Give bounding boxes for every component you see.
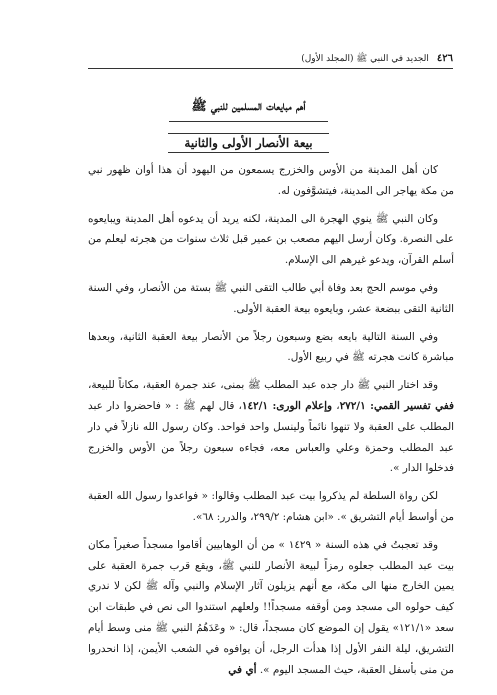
paragraph: كان أهل المدينة من الأوس والخزرج يسمعون من اليهود أن هذا أوان ظهور نبي من مكة يهاجر الى المدينة، فيتشوَّفون له. (88, 164, 454, 197)
paragraph-with-source (88, 375, 454, 479)
paragraph: وفي السنة التالية بايعه بضع وسبعون رجلاً من الأنصار بيعة العقبة الثانية، وبعدها مباشرة كانت هجرته ﷺ في ربيع الأول. (88, 330, 454, 364)
section-title: أهم مبايعات المسلمين للنبي ﷺ (169, 94, 327, 122)
section-title-container (0, 94, 497, 122)
subsection-title: بيعة الأنصار الأولى والثانية (168, 133, 328, 153)
paragraph: وكان النبي ﷺ ينوي الهجرة الى المدينة، لكنه يريد أن يدعوه أهل المدينة ويبايعوه على النصرة. وكان أرسل اليهم مصعب بن عمير قبل ثلاث سنوات من هجرته ليعلم من أسلم القرآن، ويدعو غيرهم الى الإسلام. (88, 212, 454, 267)
paragraph-text: وقد اختار النبي ﷺ دار جده عبد المطلب ﷺ بمنى، عند جمرة العقبة، مكاناً للبيعة، (88, 379, 438, 392)
page-number: ٤٢٦ (436, 53, 453, 64)
paragraph-text: وقد تعجبتُ في هذه السنة « ١٤٢٩ » من أن الوهابيين أقاموا مسجداً صغيراً مكان بيت عبد المطلب جعلوه رمزاً لبيعة الأنصار للنبي ﷺ، ويقع قرب جمرة العقبة على يمين الخارج منها الى مكة، مع أنهم يزيلون آثار الإسلام والنبي وآله ﷺ لكن لا ندري كيف حولوه الى مسجد ومن أوقفه مسجداً!! ولعلهم استندوا الى نص في طبقات ابن سعد «١٢١/١» يقول إن الموضع كان مسجداً، قال: « وعَدَهُمُ النبي ﷺ منى وسط أيام التشريق، ليلة النفر الأول إذا هدأت الرجل، أن يوافوه في الشعب الأيمن، إذا انحدروا من منى بأسفل العقبة، حيث المسجد اليوم ». (88, 538, 455, 676)
running-title: الجديد في النبي ﷺ (المجلد الأول) (301, 54, 429, 64)
body-text (88, 160, 454, 687)
source-citation: وإعلام الورى: ١٤٢/١ (241, 399, 333, 412)
paragraph: وفي موسم الحج بعد وفاة أبي طالب التقى النبي ﷺ بستة من الأنصار، وفي السنة الثانية التقى ببضعة عشر، وبايعوه بيعة العقبة الأولى. (88, 281, 454, 315)
paragraph-last (88, 535, 454, 681)
trailing-fragment: أي في (228, 663, 257, 676)
source-citation: ففي تفسير القمي: ٢٧٢/١ (339, 399, 455, 412)
paragraph: لكن رواة السلطة لم يذكروا بيت عبد المطلب وقالوا: « فواعدوا رسول الله العقبة من أواسط أيام التشريق ». «ابن هشام: ٢٩٩/٢، والدرر: ٦٨». (88, 490, 454, 523)
header-divider (88, 68, 453, 69)
paragraph-text: ، (336, 399, 340, 412)
paragraph-text: ، قال لهم ﷺ : « فاحضروا دار عبد المطلب على العقبة ولا تنهوا نائماً ولينسل واحد فواحد. وكان رسول الله نازلاً في دار عبد المطلب وحمزة وعلي والعباس معه، فجاءه سبعون رجلاً من الأوس والخزرج فدخلوا الدار ». (88, 399, 454, 475)
subsection-title-container (0, 132, 497, 153)
